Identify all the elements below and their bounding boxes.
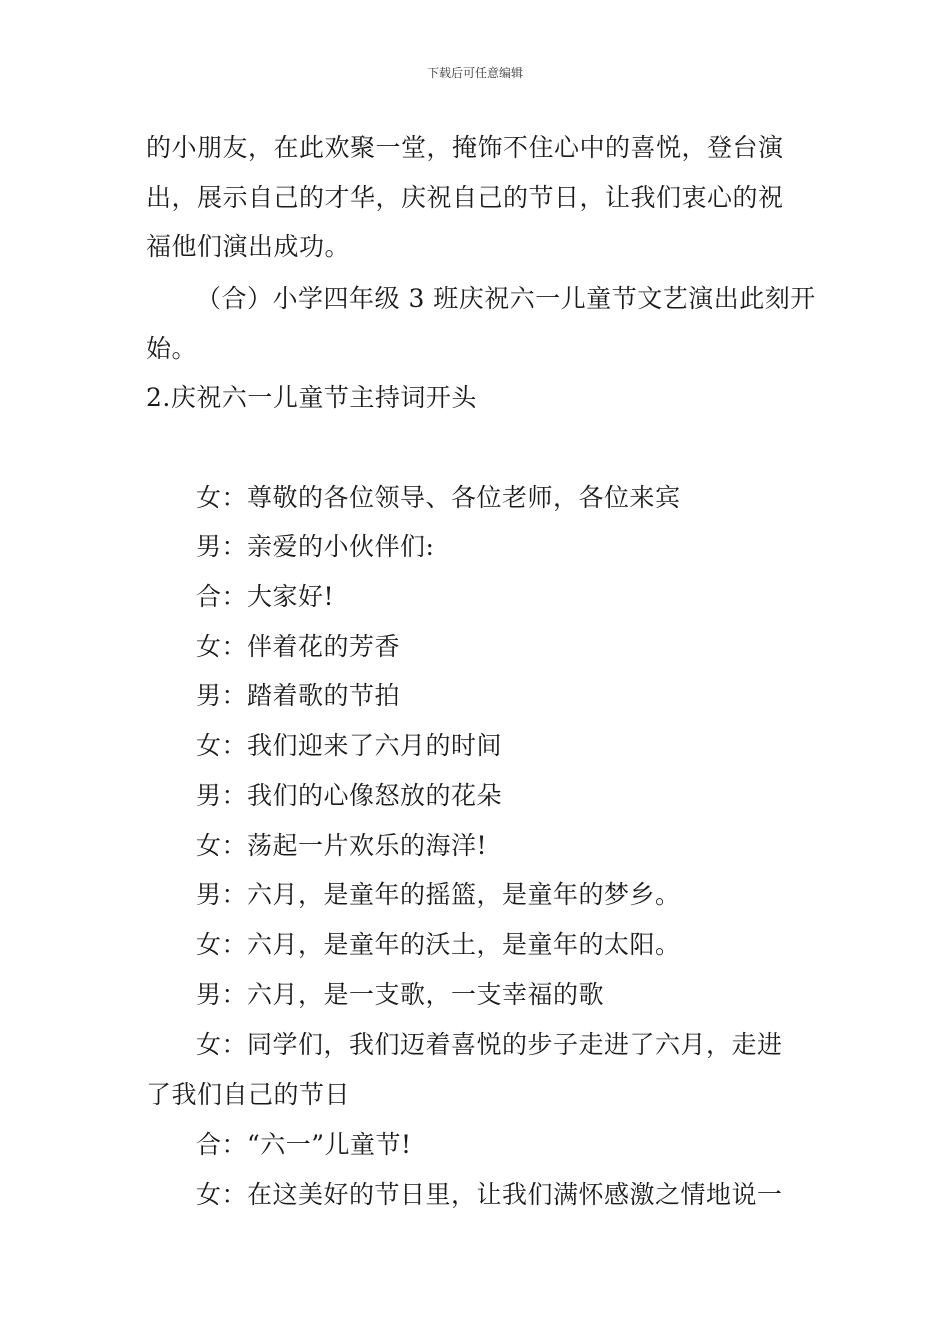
dialogue-line: 男：我们的心像怒放的花朵 <box>196 781 503 810</box>
paragraph-line: 福他们演出成功。 <box>146 232 351 261</box>
dialogue-line: 男：踏着歌的节拍 <box>196 681 401 710</box>
dialogue-line: 男：六月，是童年的摇篮，是童年的梦乡。 <box>196 880 681 909</box>
dialogue-line: 合：大家好! <box>196 582 335 611</box>
dialogue-line: 女：我们迎来了六月的时间 <box>196 731 503 760</box>
dialogue-line: 女：六月，是童年的沃土，是童年的太阳。 <box>196 930 681 959</box>
paragraph-line: 始。 <box>146 334 198 363</box>
dialogue-line: 了我们自己的节日 <box>146 1080 351 1109</box>
section-heading: 2.庆祝六一儿童节主持词开头 <box>146 383 477 412</box>
page-header: 下载后可任意编辑 <box>426 66 523 80</box>
dialogue-line: 男：亲爱的小伙伴们: <box>196 532 435 561</box>
paragraph-line: 出，展示自己的才华，庆祝自己的节日，让我们衷心的祝 <box>146 183 784 212</box>
dialogue-line: 男：六月，是一支歌，一支幸福的歌 <box>196 980 605 1009</box>
paragraph-line: 的小朋友，在此欢聚一堂，掩饰不住心中的喜悦，登台演 <box>146 133 784 162</box>
dialogue-line: 女：在这美好的节日里，让我们满怀感激之情地说一 <box>196 1180 783 1209</box>
dialogue-line: 女：尊敬的各位领导、各位老师，各位来宾 <box>196 483 681 512</box>
dialogue-line: 女：荡起一片欢乐的海洋! <box>196 831 488 860</box>
dialogue-line: 女：伴着花的芳香 <box>196 632 401 661</box>
dialogue-line: 合：“六一”儿童节! <box>196 1130 412 1159</box>
paragraph-line: （合）小学四年级 3 班庆祝六一儿童节文艺演出此刻开 <box>196 284 816 313</box>
dialogue-line: 女：同学们，我们迈着喜悦的步子走进了六月，走进 <box>196 1030 783 1059</box>
